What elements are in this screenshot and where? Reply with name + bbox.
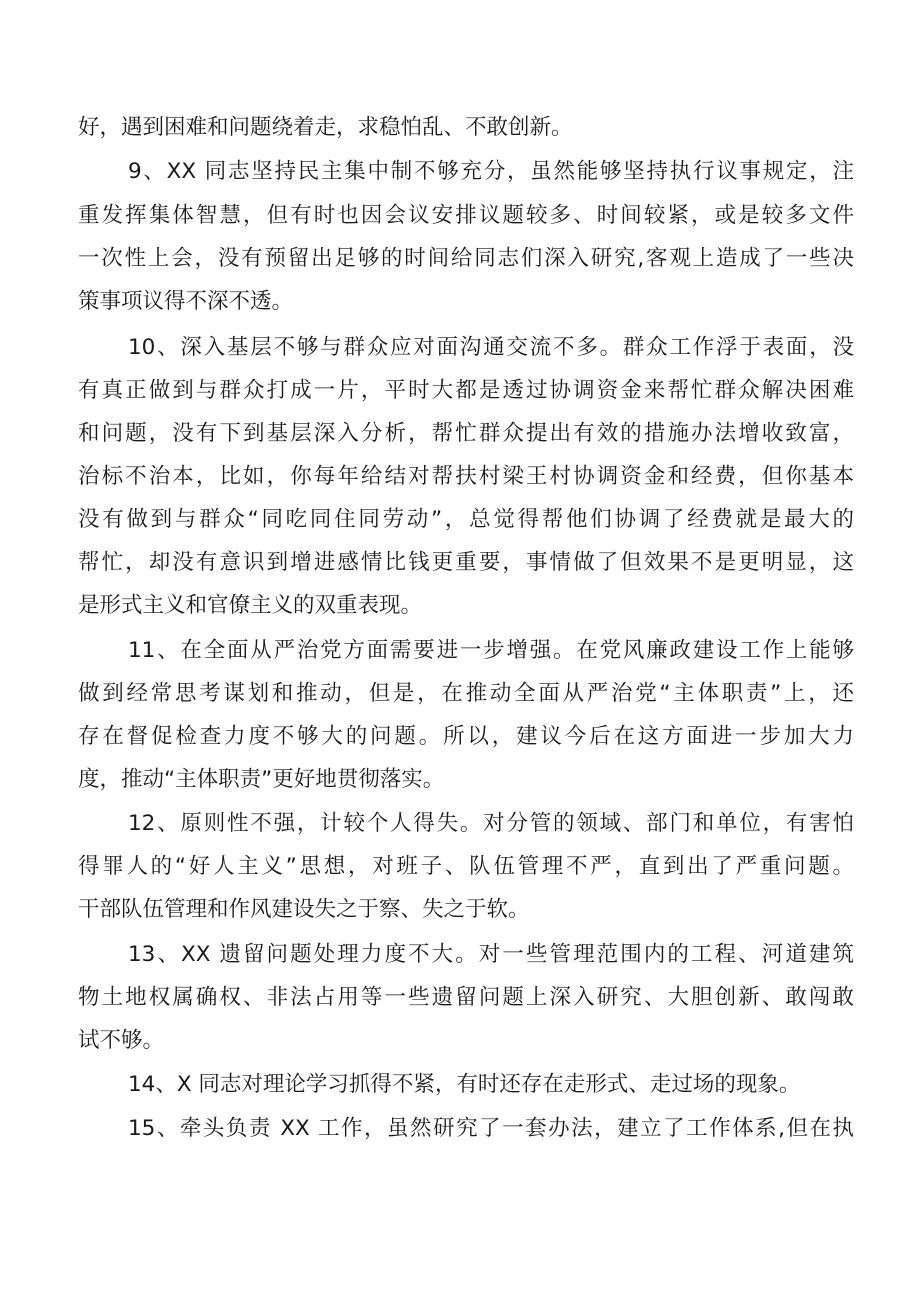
paragraph-11-line: 11、在全面从严治党方面需要进一步增强。在党风廉政建设工作上能够 (128, 638, 854, 663)
text-line: 是形式主义和官僚主义的双重表现。 (78, 593, 423, 618)
text-line: 物土地权属确权、非法占用等一些遗留问题上深入研究、大胆创新、敢闯敢 (78, 985, 854, 1010)
text-line: 有真正做到与群众打成一片，平时大都是透过协调资金来帮忙群众解决困难 (78, 378, 854, 403)
text-line: 试不够。 (78, 1028, 165, 1053)
paragraph-15-line: 15、牵头负责 XX 工作，虽然研究了一套办法，建立了工作体系,但在执 (128, 1116, 854, 1141)
paragraph-12-line: 12、原则性不强，计较个人得失。对分管的领域、部门和单位，有害怕 (128, 811, 854, 836)
paragraph-10-line: 10、深入基层不够与群众应对面沟通交流不多。群众工作浮于表面，没 (128, 335, 854, 360)
text-line: 一次性上会，没有预留出足够的时间给同志们深入研究,客观上造成了一些决 (78, 246, 854, 271)
text-line: 策事项议得不深不透。 (78, 289, 294, 314)
text-line: 没有做到与群众“同吃同住同劳动”，总觉得帮他们协调了经费就是最大的 (78, 507, 854, 532)
text-line: 干部队伍管理和作风建设失之于察、失之于软。 (78, 897, 530, 922)
text-line: 度，推动“主体职责”更好地贯彻落实。 (78, 767, 445, 792)
text-line: 和问题，没有下到基层深入分析，帮忙群众提出有效的措施办法增收致富， (78, 421, 854, 446)
text-line: 做到经常思考谋划和推动，但是，在推动全面从严治党“主体职责”上，还 (78, 681, 854, 706)
paragraph-13-line: 13、XX 遗留问题处理力度不大。对一些管理范围内的工程、河道建筑 (128, 942, 854, 967)
text-line: 治标不治本，比如，你每年给结对帮扶村梁王村协调资金和经费，但你基本 (78, 464, 854, 489)
text-line: 得罪人的“好人主义”思想，对班子、队伍管理不严，直到出了严重问题。 (78, 854, 854, 879)
text-line: 好，遇到困难和问题绕着走，求稳怕乱、不敢创新。 (78, 115, 573, 140)
paragraph-9-line: 9、XX 同志坚持民主集中制不够充分，虽然能够坚持执行议事规定，注 (128, 159, 854, 184)
text-line: 重发挥集体智慧，但有时也因会议安排议题较多、时间较紧，或是较多文件 (78, 203, 854, 228)
text-line: 帮忙，却没有意识到增进感情比钱更重要，事情做了但效果不是更明显，这 (78, 550, 854, 575)
paragraph-14-line: 14、X 同志对理论学习抓得不紧，有时还存在走形式、走过场的现象。 (128, 1072, 801, 1097)
text-line: 存在督促检查力度不够大的问题。所以，建议今后在这方面进一步加大力 (78, 724, 854, 749)
